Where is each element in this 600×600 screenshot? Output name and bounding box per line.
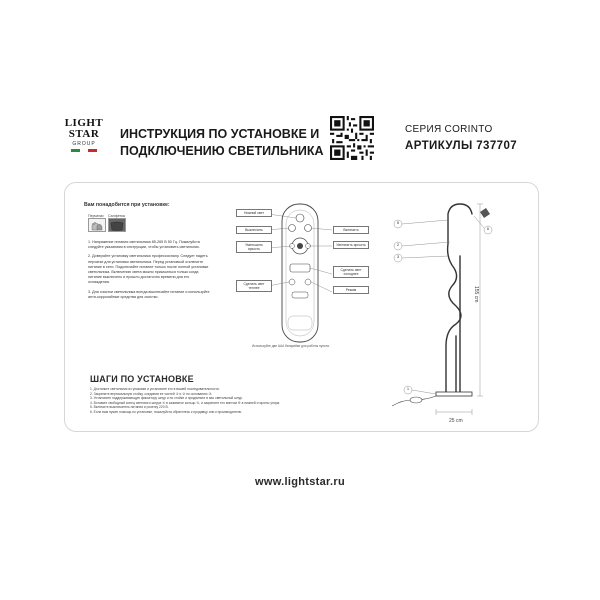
- title-line-2: ПОДКЛЮЧЕНИЮ СВЕТИЛЬНИКА: [120, 144, 324, 158]
- callout-dim: Уменьшить яркость: [236, 241, 272, 253]
- lamp-part-label: 2: [396, 242, 400, 247]
- instruction-item: 1. Напряжение питания светильника 85-265 В 50 Гц. Пожалуйста следуйте указаниям в инструкции, чтобы установить светильник.: [88, 240, 200, 250]
- logo-flag: [71, 149, 97, 152]
- page-title: [120, 126, 324, 160]
- callout-lower-light: Нижний свет: [236, 209, 272, 217]
- tool-cloth: [108, 214, 126, 232]
- step-item: 3. Установите поддерживающую фиксатору шнур и по стойке и продвиньте в вас светильный шнур.: [90, 396, 243, 400]
- series-label: СЕРИЯ CORINTO: [405, 124, 493, 135]
- remote-battery-note: Используйте две AAA батарейки для работы пульта.: [252, 344, 330, 348]
- steps-list: [90, 387, 390, 414]
- step-item: 4. Вставьте свободный конец светового шнура ④ в зажимное кольцо ⑤, и закрепите его винтом ⑥ в нижней стороны упора.: [90, 400, 281, 405]
- flag-stripe: [71, 149, 80, 152]
- lamp-width-dimension: 25 cm: [449, 418, 463, 424]
- logo-text-light: LIGHT: [64, 117, 104, 129]
- callout-warmer: Сделать свет теплее: [236, 280, 272, 292]
- lamp-part-label: 3: [396, 254, 400, 259]
- website-link[interactable]: www.lightstar.ru: [255, 476, 345, 488]
- callout-cooler: Сделать свет холоднее: [333, 266, 369, 278]
- instructions-text: [88, 240, 210, 304]
- step-item: 2. Закрепите вертикальную стойку, соединив ее частей ① и ② по основанию ③.: [90, 391, 213, 396]
- logo-text-star: STAR: [68, 128, 100, 140]
- tool-label: Перчатки: [88, 214, 104, 218]
- instruction-item: 3. Для очистки светильника всегда выключайте питание и используйте анти-коррозийные средства для очистки.: [88, 289, 210, 299]
- instruction-item: 2. Доверяйте установку светильника профессионалу. Следует надеть перчатки для установки светильника. Перед установкой отключите питание в сети. Подключайте питание только после полной установки светильника. Включению света можно прикасаться только когда питание выключено и прошло достаточно времени для его охлаждения.: [88, 254, 209, 285]
- tool-gloves: [88, 214, 106, 232]
- cloth-icon: [108, 218, 126, 232]
- title-line-1: ИНСТРУКЦИЯ ПО УСТАНОВКЕ И: [120, 127, 320, 141]
- floor-lamp-diagram: [386, 196, 496, 428]
- tool-label: Салфетка: [108, 214, 125, 218]
- article-number: АРТИКУЛЫ 737707: [405, 140, 518, 152]
- lamp-part-label: 1: [406, 386, 410, 391]
- steps-heading: ШАГИ ПО УСТАНОВКЕ: [90, 374, 194, 384]
- callout-on: Включить: [333, 226, 369, 234]
- need-heading: Вам понадобится при установке:: [84, 202, 170, 208]
- callout-brighter: Увеличить яркость: [333, 241, 369, 249]
- step-item: 6. Если вам нужен помощь по установке, пожалуйста обратитесь к продавцу или к производителю.: [90, 409, 243, 414]
- flag-stripe: [88, 149, 97, 152]
- lightstar-logo: [64, 118, 104, 162]
- lamp-part-label: 5: [396, 220, 400, 225]
- lamp-height-dimension: 155 cm: [473, 286, 479, 303]
- qr-code-icon[interactable]: [330, 116, 374, 160]
- step-item: 1. Достаньте светильник из упаковки и установите его в вашей последовательности.: [90, 387, 220, 391]
- gloves-icon: [88, 218, 106, 232]
- lamp-part-label: 6: [486, 226, 490, 231]
- callout-mode: Режим: [333, 286, 369, 294]
- logo-text-group: GROUP: [72, 141, 96, 147]
- callout-off: Выключить: [236, 226, 272, 234]
- flag-stripe: [80, 149, 89, 152]
- step-item: 5. Включите выключатель питания и розетку 220 В.: [90, 405, 169, 409]
